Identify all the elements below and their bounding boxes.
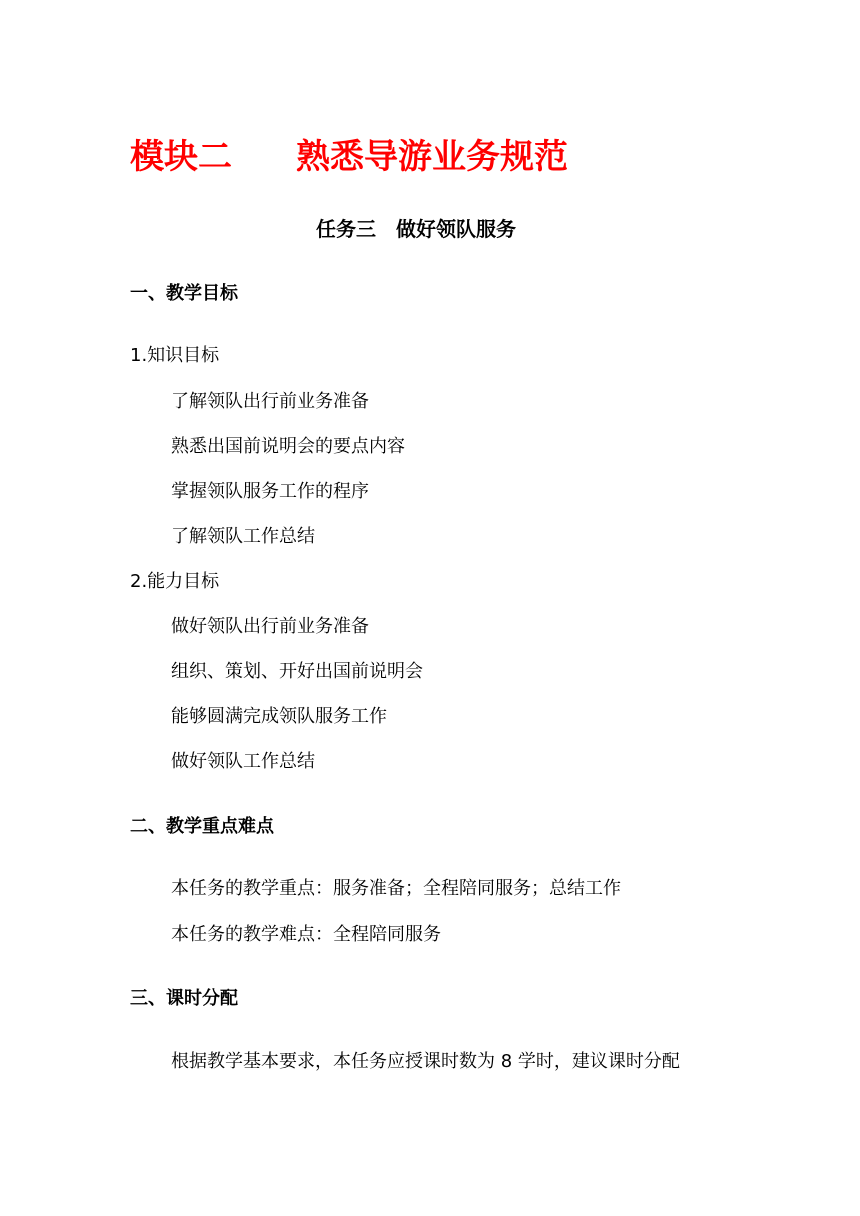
subsection-heading-ability: 2.能力目标 [130, 571, 220, 592]
section-heading-objectives: 一、教学目标 [130, 283, 238, 304]
list-item: 掌握领队服务工作的程序 [171, 481, 369, 502]
list-item: 了解领队出行前业务准备 [171, 391, 369, 412]
task-name: 做好领队服务 [396, 217, 516, 241]
subsection-heading-knowledge: 1.知识目标 [130, 345, 220, 366]
list-item: 做好领队出行前业务准备 [171, 616, 369, 637]
paragraph-difficulty: 本任务的教学难点：全程陪同服务 [171, 924, 441, 945]
paragraph-key-point: 本任务的教学重点：服务准备；全程陪同服务；总结工作 [171, 878, 621, 899]
list-item: 了解领队工作总结 [171, 526, 315, 547]
task-label: 任务三 [316, 217, 376, 241]
module-name: 熟悉导游业务规范 [296, 137, 568, 177]
section-heading-key-points: 二、教学重点难点 [130, 816, 274, 837]
task-title [316, 219, 516, 239]
paragraph-hours: 根据教学基本要求，本任务应授课时数为 8 学时，建议课时分配 [171, 1051, 680, 1072]
list-item: 熟悉出国前说明会的要点内容 [171, 436, 405, 457]
list-item: 组织、策划、开好出国前说明会 [171, 661, 423, 682]
list-item: 能够圆满完成领队服务工作 [171, 706, 387, 727]
section-heading-hours: 三、课时分配 [130, 988, 238, 1009]
list-item: 做好领队工作总结 [171, 751, 315, 772]
module-title [130, 137, 568, 177]
module-label: 模块二 [130, 137, 232, 177]
